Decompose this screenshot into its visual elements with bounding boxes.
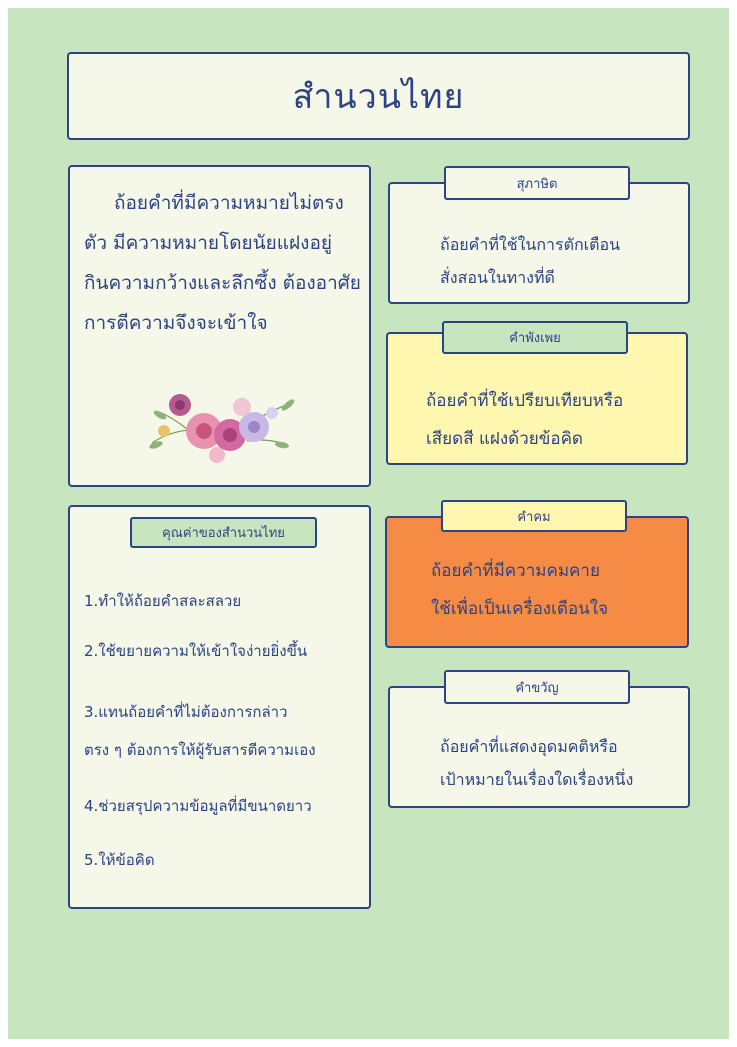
values-item-line: ตรง ๆ ต้องการให้ผู้รับสารตีความเอง [84,741,316,759]
card-slogan [388,686,690,808]
flower-bouquet-illustration [142,383,302,471]
title-box [67,52,690,140]
card-slogan-text [440,730,633,796]
card-aphorism-line: ถ้อยคำที่มีความคมคาย [431,561,600,581]
definition-text: ถ้อยคำที่มีความหมายไม่ตรงตัว มีความหมายโดยนัยแฝงอยู่ กินความกว้างและลึกซึ้ง ต้องอาศัยการตีความจึงจะเข้าใจ [84,192,361,334]
values-item [84,635,307,667]
card-idiom-label: คำพังเพย [442,321,628,354]
card-aphorism-text [431,552,608,628]
page-title: สำนวนไทย [292,77,465,117]
values-item [84,844,155,876]
values-label: คุณค่าของสำนวนไทย [130,517,317,548]
card-slogan-line: ถ้อยคำที่แสดงอุดมคติหรือ [440,737,618,756]
values-box [68,505,371,909]
card-aphorism-line: ใช้เพื่อเป็นเครื่องเตือนใจ [431,599,609,619]
page-background [8,8,729,1039]
card-idiom-line: ถ้อยคำที่ใช้เปรียบเทียบหรือ [426,391,624,411]
card-slogan-line: เป้าหมายในเรื่องใดเรื่องหนึ่ง [440,770,634,789]
card-proverb-text [440,228,620,294]
card-proverb-label: สุภาษิต [444,166,630,200]
values-item-line: 1.ทำให้ถ้อยคำสละสลวย [84,592,242,610]
card-proverb-line: สั่งสอนในทางที่ดี [440,268,555,287]
card-idiom-text [426,382,623,458]
card-proverb-line: ถ้อยคำที่ใช้ในการตักเตือน [440,235,621,254]
values-item-line: 5.ให้ข้อคิด [84,851,155,869]
definition-box [68,165,371,487]
values-item-line: 4.ช่วยสรุปความข้อมูลที่มีขนาดยาว [84,797,312,815]
values-item [84,693,316,769]
card-slogan-label: คำขวัญ [444,670,630,704]
card-proverb [388,182,690,304]
values-item [84,585,241,617]
card-aphorism [385,516,689,648]
card-aphorism-label: คำคม [441,500,627,532]
values-item-line: 3.แทนถ้อยคำที่ไม่ต้องการกล่าว [84,703,288,721]
values-item-line: 2.ใช้ขยายความให้เข้าใจง่ายยิ่งขึ้น [84,642,308,660]
values-item [84,790,312,822]
card-idiom-line: เสียดสี แฝงด้วยข้อคิด [426,429,583,449]
